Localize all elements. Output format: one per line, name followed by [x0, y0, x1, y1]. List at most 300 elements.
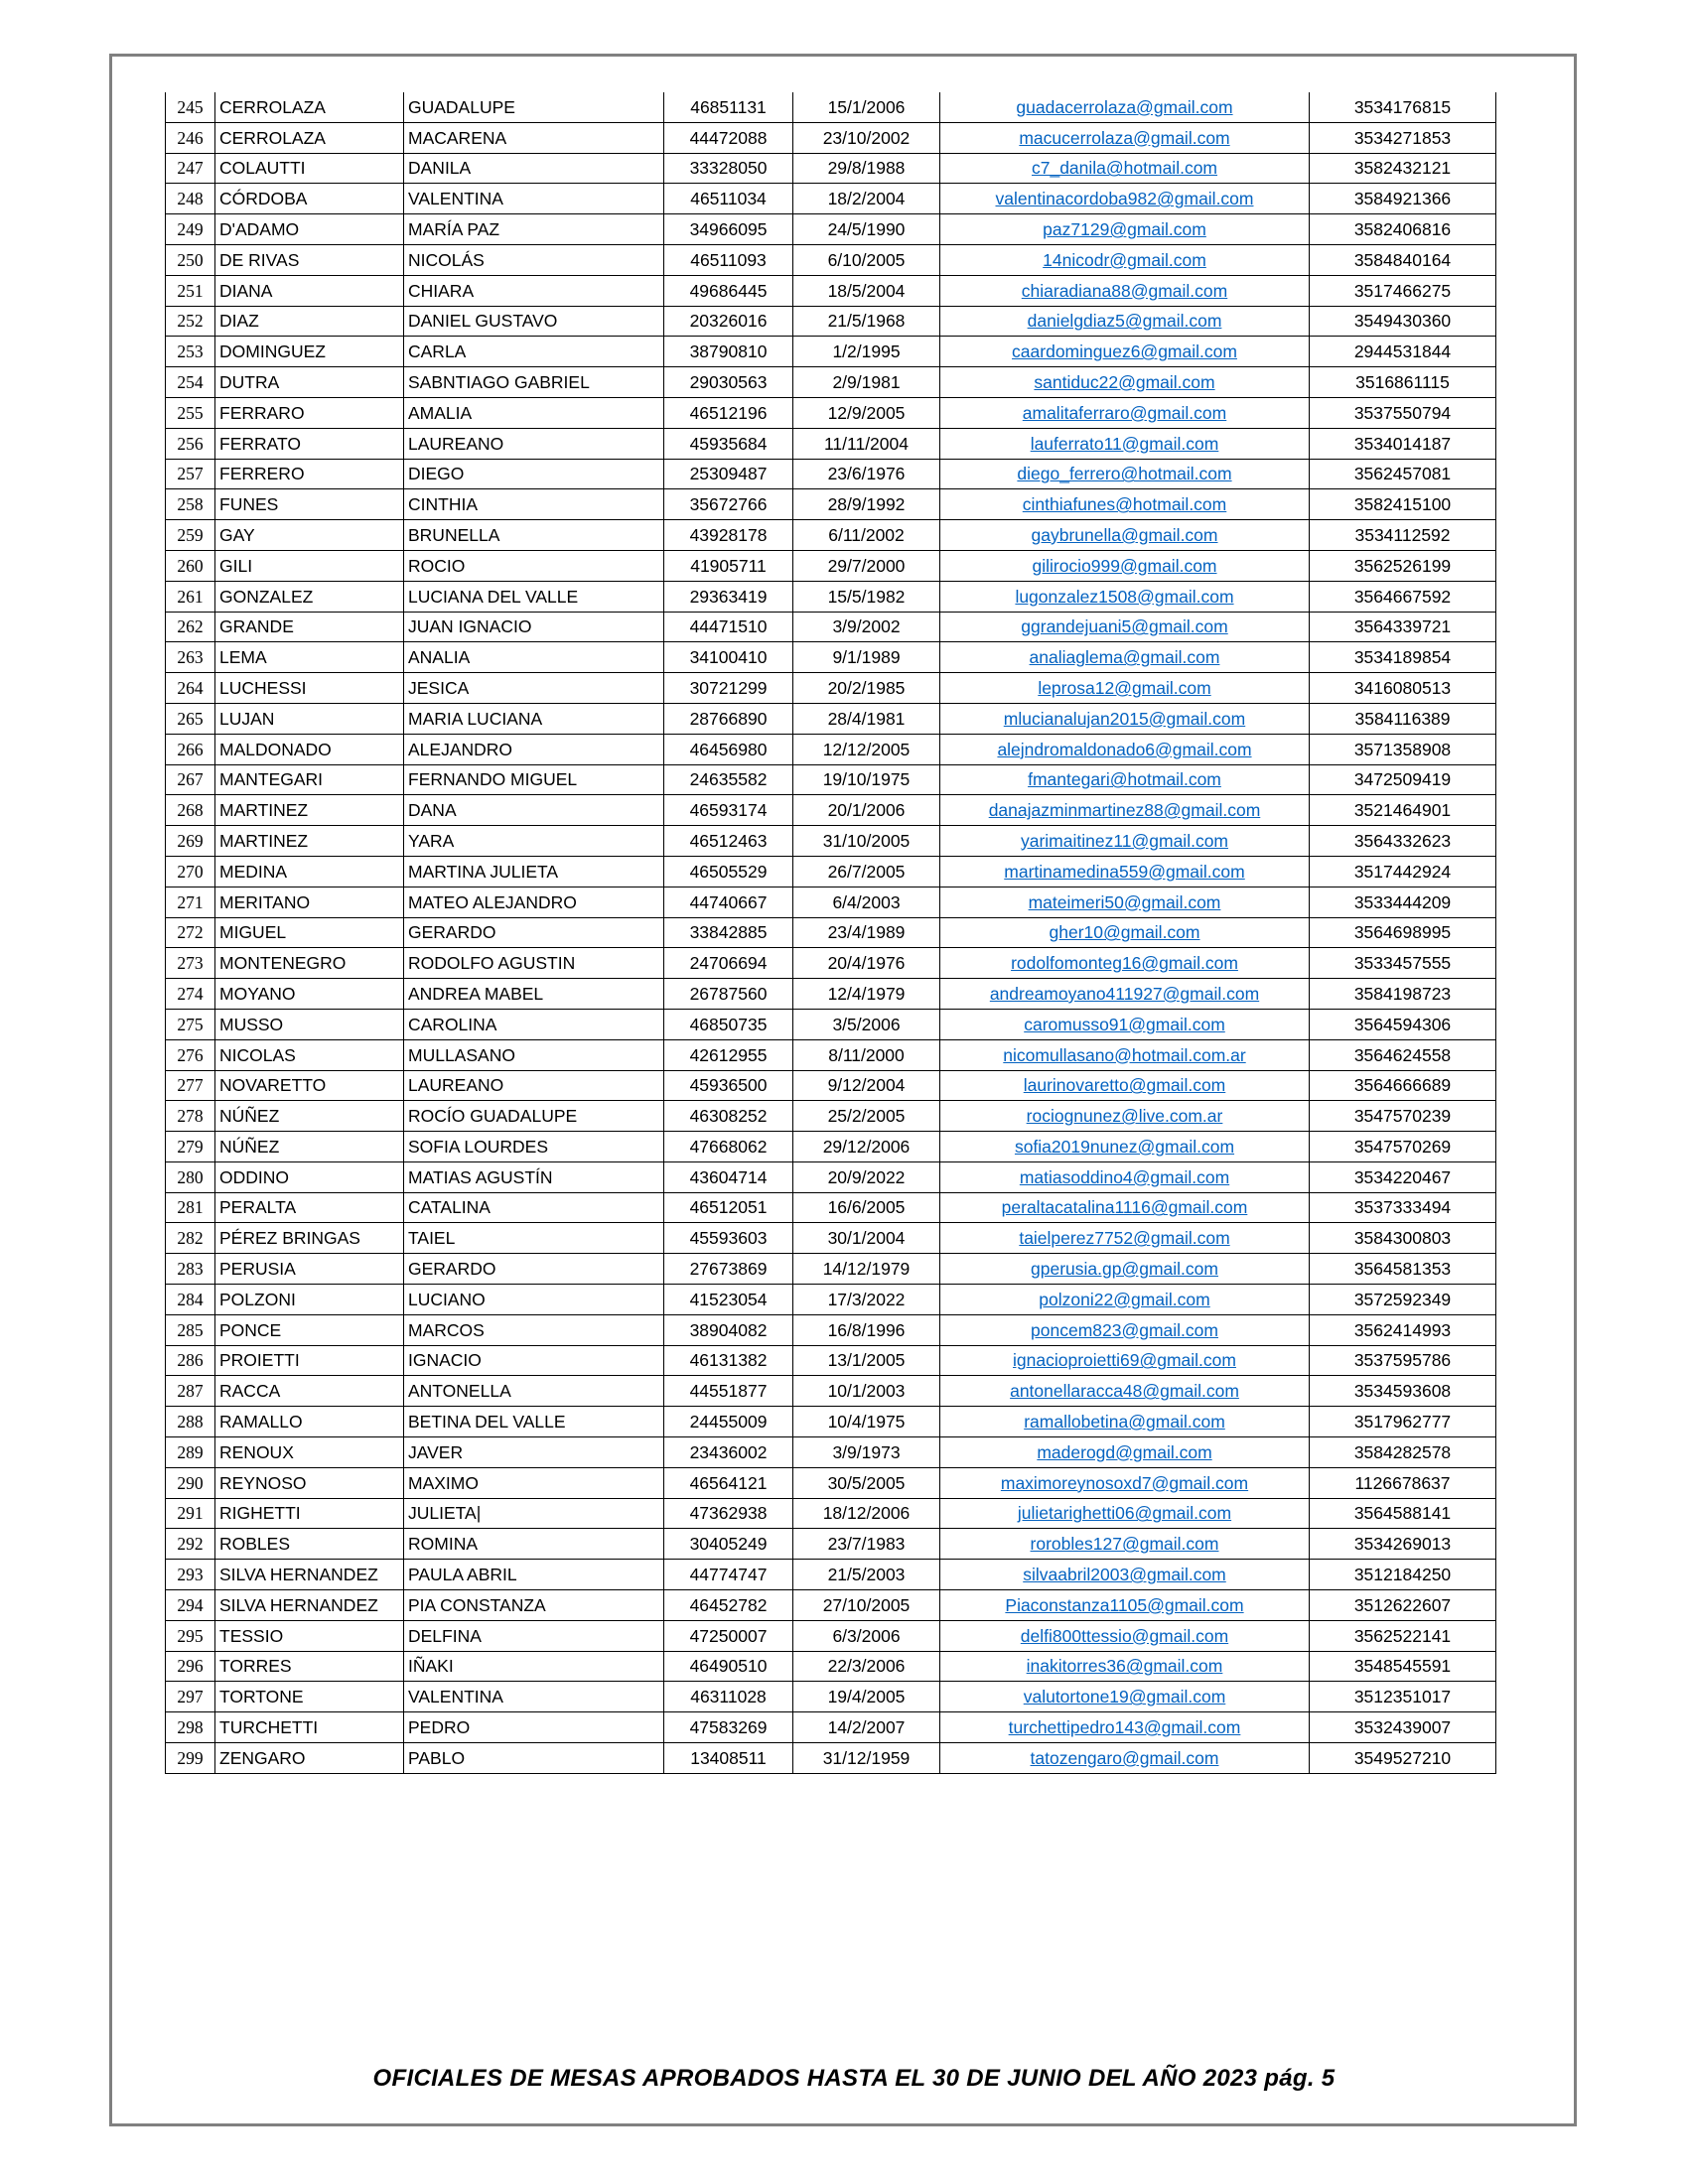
email-link[interactable]: valentinacordoba982@gmail.com	[995, 189, 1254, 209]
last-name-cell: POLZONI	[215, 1285, 404, 1315]
email-link[interactable]: antonellaracca48@gmail.com	[1010, 1381, 1239, 1402]
phone-cell: 3564588141	[1310, 1498, 1496, 1529]
table-row	[166, 459, 1496, 489]
table-row	[166, 1712, 1496, 1743]
email-link[interactable]: andreamoyano411927@gmail.com	[989, 983, 1260, 1004]
row-number: 284	[166, 1285, 215, 1315]
first-name-cell: MARCOS	[404, 1314, 664, 1345]
dni-cell: 47250007	[664, 1620, 793, 1651]
row-number: 271	[166, 887, 215, 917]
email-link[interactable]: yarimaitinez11@gmail.com	[1020, 830, 1229, 851]
email-link[interactable]: gher10@gmail.com	[1049, 922, 1200, 943]
phone-cell: 3584116389	[1310, 703, 1496, 734]
dni-cell: 46512463	[664, 826, 793, 857]
email-cell	[940, 948, 1310, 979]
email-link[interactable]: laurinovaretto@gmail.com	[1023, 1075, 1226, 1096]
email-cell	[940, 1467, 1310, 1498]
email-cell	[940, 1407, 1310, 1437]
table-row	[166, 489, 1496, 520]
first-name-cell: BRUNELLA	[404, 520, 664, 551]
phone-cell: 3532439007	[1310, 1712, 1496, 1743]
email-link[interactable]: chiaradiana88@gmail.com	[1021, 280, 1228, 301]
first-name-cell: RODOLFO AGUSTIN	[404, 948, 664, 979]
dni-cell: 46850735	[664, 1009, 793, 1039]
row-number: 292	[166, 1529, 215, 1560]
last-name-cell: LUCHESSI	[215, 673, 404, 704]
table-row	[166, 673, 1496, 704]
table-row	[166, 1192, 1496, 1223]
birth-date-cell: 23/7/1983	[793, 1529, 940, 1560]
email-link[interactable]: macucerrolaza@gmail.com	[1019, 127, 1230, 148]
row-number: 280	[166, 1161, 215, 1192]
dni-cell: 38790810	[664, 337, 793, 367]
table-row	[166, 1407, 1496, 1437]
email-cell	[940, 1161, 1310, 1192]
table-row	[166, 1314, 1496, 1345]
row-number: 291	[166, 1498, 215, 1529]
last-name-cell: DIAZ	[215, 306, 404, 337]
email-link[interactable]: 14nicodr@gmail.com	[1043, 249, 1206, 270]
phone-cell: 3534014187	[1310, 428, 1496, 459]
birth-date-cell: 6/10/2005	[793, 244, 940, 275]
phone-cell: 3472509419	[1310, 764, 1496, 795]
email-link[interactable]: lugonzalez1508@gmail.com	[1015, 586, 1234, 607]
dni-cell: 29363419	[664, 581, 793, 612]
email-link[interactable]: nicomullasano@hotmail.com.ar	[1003, 1044, 1246, 1065]
birth-date-cell: 16/8/1996	[793, 1314, 940, 1345]
row-number: 275	[166, 1009, 215, 1039]
dni-cell: 34966095	[664, 214, 793, 245]
first-name-cell: AMALIA	[404, 397, 664, 428]
birth-date-cell: 13/1/2005	[793, 1345, 940, 1376]
row-number: 288	[166, 1407, 215, 1437]
email-link[interactable]: matiasoddino4@gmail.com	[1019, 1166, 1230, 1187]
last-name-cell: MOYANO	[215, 979, 404, 1010]
email-cell	[940, 1039, 1310, 1070]
email-cell	[940, 1682, 1310, 1712]
first-name-cell: ANDREA MABEL	[404, 979, 664, 1010]
dni-cell: 13408511	[664, 1743, 793, 1774]
email-link[interactable]: delfi800ttessio@gmail.com	[1020, 1625, 1229, 1646]
email-cell	[940, 734, 1310, 764]
phone-cell: 3534593608	[1310, 1376, 1496, 1407]
row-number: 262	[166, 612, 215, 642]
row-number: 274	[166, 979, 215, 1010]
email-link[interactable]: c7_danila@hotmail.com	[1031, 158, 1218, 179]
email-link[interactable]: peraltacatalina1116@gmail.com	[1001, 1197, 1248, 1218]
email-link[interactable]: poncem823@gmail.com	[1031, 1319, 1218, 1340]
email-link[interactable]: danielgdiaz5@gmail.com	[1027, 311, 1222, 332]
table-row	[166, 1590, 1496, 1621]
last-name-cell: GRANDE	[215, 612, 404, 642]
email-link[interactable]: paz7129@gmail.com	[1043, 218, 1206, 239]
table-row	[166, 244, 1496, 275]
row-number: 263	[166, 642, 215, 673]
email-cell	[940, 642, 1310, 673]
email-link[interactable]: sofia2019nunez@gmail.com	[1014, 1136, 1235, 1157]
first-name-cell: NICOLÁS	[404, 244, 664, 275]
last-name-cell: DIANA	[215, 275, 404, 306]
dni-cell: 41523054	[664, 1285, 793, 1315]
birth-date-cell: 23/6/1976	[793, 459, 940, 489]
email-cell	[940, 306, 1310, 337]
dni-cell: 44472088	[664, 122, 793, 153]
first-name-cell: JAVER	[404, 1437, 664, 1468]
birth-date-cell: 6/3/2006	[793, 1620, 940, 1651]
birth-date-cell: 29/7/2000	[793, 550, 940, 581]
dni-cell: 46512051	[664, 1192, 793, 1223]
phone-cell: 3547570269	[1310, 1132, 1496, 1162]
row-number: 260	[166, 550, 215, 581]
email-cell	[940, 917, 1310, 948]
first-name-cell: FERNANDO MIGUEL	[404, 764, 664, 795]
table-row	[166, 122, 1496, 153]
email-cell	[940, 1314, 1310, 1345]
first-name-cell: LAUREANO	[404, 1070, 664, 1101]
email-link[interactable]: inakitorres36@gmail.com	[1026, 1656, 1223, 1677]
email-link[interactable]: guadacerrolaza@gmail.com	[1016, 96, 1233, 117]
dni-cell: 44774747	[664, 1560, 793, 1590]
last-name-cell: TORRES	[215, 1651, 404, 1682]
birth-date-cell: 25/2/2005	[793, 1101, 940, 1132]
last-name-cell: DE RIVAS	[215, 244, 404, 275]
last-name-cell: FERRERO	[215, 459, 404, 489]
row-number: 283	[166, 1254, 215, 1285]
dni-cell: 41905711	[664, 550, 793, 581]
dni-cell: 28766890	[664, 703, 793, 734]
table-row	[166, 1101, 1496, 1132]
row-number: 266	[166, 734, 215, 764]
table-row	[166, 1254, 1496, 1285]
dni-cell: 46131382	[664, 1345, 793, 1376]
birth-date-cell: 11/11/2004	[793, 428, 940, 459]
phone-cell: 3534271853	[1310, 122, 1496, 153]
dni-cell: 46452782	[664, 1590, 793, 1621]
page-footer	[0, 2065, 1688, 2093]
birth-date-cell: 23/10/2002	[793, 122, 940, 153]
email-link[interactable]: martinamedina559@gmail.com	[1004, 861, 1245, 882]
email-link[interactable]: gperusia.gp@gmail.com	[1031, 1259, 1218, 1280]
table-row	[166, 1345, 1496, 1376]
first-name-cell: CARLA	[404, 337, 664, 367]
dni-cell: 47583269	[664, 1712, 793, 1743]
first-name-cell: LAUREANO	[404, 428, 664, 459]
email-cell	[940, 1132, 1310, 1162]
phone-cell: 3564581353	[1310, 1254, 1496, 1285]
table-row	[166, 428, 1496, 459]
row-number: 295	[166, 1620, 215, 1651]
last-name-cell: MERITANO	[215, 887, 404, 917]
dni-cell: 33842885	[664, 917, 793, 948]
last-name-cell: ODDINO	[215, 1161, 404, 1192]
first-name-cell: ANTONELLA	[404, 1376, 664, 1407]
row-number: 267	[166, 764, 215, 795]
email-link[interactable]: rodolfomonteg16@gmail.com	[1011, 953, 1238, 974]
email-link[interactable]: diego_ferrero@hotmail.com	[1017, 464, 1232, 484]
last-name-cell: MUSSO	[215, 1009, 404, 1039]
first-name-cell: ANALIA	[404, 642, 664, 673]
email-link[interactable]: rociognunez@live.com.ar	[1026, 1106, 1223, 1127]
email-cell	[940, 979, 1310, 1010]
first-name-cell: CINTHIA	[404, 489, 664, 520]
last-name-cell: RENOUX	[215, 1437, 404, 1468]
birth-date-cell: 16/6/2005	[793, 1192, 940, 1223]
first-name-cell: MARÍA PAZ	[404, 214, 664, 245]
dni-cell: 38904082	[664, 1314, 793, 1345]
email-link[interactable]: valutortone19@gmail.com	[1023, 1687, 1226, 1707]
first-name-cell: DELFINA	[404, 1620, 664, 1651]
phone-cell: 3537333494	[1310, 1192, 1496, 1223]
table-row	[166, 92, 1496, 122]
last-name-cell: PÉREZ BRINGAS	[215, 1223, 404, 1254]
first-name-cell: PEDRO	[404, 1712, 664, 1743]
phone-cell: 3584282578	[1310, 1437, 1496, 1468]
table-row	[166, 642, 1496, 673]
table-row	[166, 1651, 1496, 1682]
birth-date-cell: 20/1/2006	[793, 795, 940, 826]
table-row	[166, 1009, 1496, 1039]
birth-date-cell: 18/12/2006	[793, 1498, 940, 1529]
birth-date-cell: 6/11/2002	[793, 520, 940, 551]
dni-cell: 46490510	[664, 1651, 793, 1682]
table-row	[166, 1437, 1496, 1468]
last-name-cell: DOMINGUEZ	[215, 337, 404, 367]
phone-cell: 3564666689	[1310, 1070, 1496, 1101]
last-name-cell: RACCA	[215, 1376, 404, 1407]
phone-cell: 3564339721	[1310, 612, 1496, 642]
table-row	[166, 184, 1496, 214]
first-name-cell: MARIA LUCIANA	[404, 703, 664, 734]
birth-date-cell: 8/11/2000	[793, 1039, 940, 1070]
email-link[interactable]: caromusso91@gmail.com	[1024, 1014, 1225, 1034]
dni-cell: 42612955	[664, 1039, 793, 1070]
email-cell	[940, 459, 1310, 489]
email-link[interactable]: turchettipedro143@gmail.com	[1008, 1717, 1241, 1738]
table-row	[166, 520, 1496, 551]
first-name-cell: JESICA	[404, 673, 664, 704]
last-name-cell: GAY	[215, 520, 404, 551]
email-link[interactable]: caardominguez6@gmail.com	[1012, 341, 1237, 362]
phone-cell: 3572592349	[1310, 1285, 1496, 1315]
phone-cell: 3537550794	[1310, 397, 1496, 428]
email-link[interactable]: santiduc22@gmail.com	[1034, 371, 1215, 392]
row-number: 272	[166, 917, 215, 948]
phone-cell: 3416080513	[1310, 673, 1496, 704]
email-link[interactable]: cinthiafunes@hotmail.com	[1022, 494, 1227, 515]
last-name-cell: PERALTA	[215, 1192, 404, 1223]
dni-cell: 46851131	[664, 92, 793, 122]
birth-date-cell: 21/5/1968	[793, 306, 940, 337]
last-name-cell: MEDINA	[215, 856, 404, 887]
email-link[interactable]: maximoreynosoxd7@gmail.com	[1000, 1472, 1249, 1493]
table-row	[166, 214, 1496, 245]
email-link[interactable]: silvaabril2003@gmail.com	[1023, 1565, 1226, 1585]
email-cell	[940, 703, 1310, 734]
table-row	[166, 1682, 1496, 1712]
birth-date-cell: 29/8/1988	[793, 153, 940, 184]
email-cell	[940, 244, 1310, 275]
table-row	[166, 1285, 1496, 1315]
birth-date-cell: 19/10/1975	[793, 764, 940, 795]
first-name-cell: PABLO	[404, 1743, 664, 1774]
table-row	[166, 887, 1496, 917]
email-link[interactable]: danajazminmartinez88@gmail.com	[988, 800, 1261, 821]
row-number: 256	[166, 428, 215, 459]
email-cell	[940, 1376, 1310, 1407]
email-link[interactable]: ignacioproietti69@gmail.com	[1013, 1350, 1236, 1371]
email-link[interactable]: ggrandejuani5@gmail.com	[1021, 616, 1228, 637]
phone-cell: 3582415100	[1310, 489, 1496, 520]
first-name-cell: MARTINA JULIETA	[404, 856, 664, 887]
last-name-cell: FERRARO	[215, 397, 404, 428]
email-cell	[940, 153, 1310, 184]
phone-cell: 3512351017	[1310, 1682, 1496, 1712]
row-number: 270	[166, 856, 215, 887]
first-name-cell: MATEO ALEJANDRO	[404, 887, 664, 917]
birth-date-cell: 15/5/1982	[793, 581, 940, 612]
email-link[interactable]: julietarighetti06@gmail.com	[1017, 1503, 1232, 1524]
row-number: 269	[166, 826, 215, 857]
last-name-cell: CERROLAZA	[215, 92, 404, 122]
first-name-cell: VALENTINA	[404, 184, 664, 214]
first-name-cell: JUAN IGNACIO	[404, 612, 664, 642]
last-name-cell: D'ADAMO	[215, 214, 404, 245]
phone-cell: 3549527210	[1310, 1743, 1496, 1774]
email-link[interactable]: polzoni22@gmail.com	[1039, 1289, 1210, 1309]
row-number: 298	[166, 1712, 215, 1743]
table-row	[166, 581, 1496, 612]
dni-cell: 34100410	[664, 642, 793, 673]
row-number: 268	[166, 795, 215, 826]
email-link[interactable]: mateimeri50@gmail.com	[1028, 891, 1221, 912]
phone-cell: 3521464901	[1310, 795, 1496, 826]
email-link[interactable]: Piaconstanza1105@gmail.com	[1005, 1594, 1244, 1615]
table-row	[166, 1132, 1496, 1162]
first-name-cell: MATIAS AGUSTÍN	[404, 1161, 664, 1192]
email-cell	[940, 428, 1310, 459]
row-number: 253	[166, 337, 215, 367]
first-name-cell: LUCIANA DEL VALLE	[404, 581, 664, 612]
dni-cell: 46511093	[664, 244, 793, 275]
last-name-cell: SILVA HERNANDEZ	[215, 1560, 404, 1590]
dni-cell: 44471510	[664, 612, 793, 642]
email-link[interactable]: fmantegari@hotmail.com	[1028, 769, 1221, 790]
email-cell	[940, 337, 1310, 367]
dni-cell: 44740667	[664, 887, 793, 917]
footer-text: OFICIALES DE MESAS APROBADOS HASTA EL 30 DE JUNIO DEL AÑO 2023 pág. 5	[372, 2065, 1336, 2092]
table-row	[166, 1161, 1496, 1192]
first-name-cell: BETINA DEL VALLE	[404, 1407, 664, 1437]
phone-cell: 3564624558	[1310, 1039, 1496, 1070]
email-link[interactable]: rorobles127@gmail.com	[1030, 1534, 1219, 1555]
email-link[interactable]: analiaglema@gmail.com	[1029, 647, 1220, 668]
birth-date-cell: 30/5/2005	[793, 1467, 940, 1498]
row-number: 251	[166, 275, 215, 306]
table-row	[166, 1070, 1496, 1101]
table-row	[166, 1467, 1496, 1498]
phone-cell: 2944531844	[1310, 337, 1496, 367]
dni-cell: 45935684	[664, 428, 793, 459]
row-number: 293	[166, 1560, 215, 1590]
email-link[interactable]: ramallobetina@gmail.com	[1024, 1412, 1225, 1433]
email-link[interactable]: amalitaferraro@gmail.com	[1022, 402, 1227, 423]
birth-date-cell: 6/4/2003	[793, 887, 940, 917]
email-link[interactable]: gilirocio999@gmail.com	[1032, 555, 1217, 576]
first-name-cell: DANA	[404, 795, 664, 826]
first-name-cell: MAXIMO	[404, 1467, 664, 1498]
table-row	[166, 153, 1496, 184]
email-link[interactable]: tatozengaro@gmail.com	[1030, 1747, 1219, 1768]
first-name-cell: CAROLINA	[404, 1009, 664, 1039]
table-row	[166, 306, 1496, 337]
dni-cell: 49686445	[664, 275, 793, 306]
dni-cell: 27673869	[664, 1254, 793, 1285]
row-number: 261	[166, 581, 215, 612]
dni-cell: 30721299	[664, 673, 793, 704]
phone-cell: 3564667592	[1310, 581, 1496, 612]
phone-cell: 3534112592	[1310, 520, 1496, 551]
email-link[interactable]: lauferrato11@gmail.com	[1030, 433, 1219, 454]
phone-cell: 3564594306	[1310, 1009, 1496, 1039]
birth-date-cell: 3/9/1973	[793, 1437, 940, 1468]
row-number: 290	[166, 1467, 215, 1498]
dni-cell: 24706694	[664, 948, 793, 979]
email-cell	[940, 1192, 1310, 1223]
table-row	[166, 703, 1496, 734]
first-name-cell: GUADALUPE	[404, 92, 664, 122]
table-row	[166, 337, 1496, 367]
phone-cell: 3547570239	[1310, 1101, 1496, 1132]
email-link[interactable]: gaybrunella@gmail.com	[1031, 524, 1218, 545]
email-link[interactable]: leprosa12@gmail.com	[1038, 677, 1211, 698]
email-link[interactable]: mlucianalujan2015@gmail.com	[1003, 708, 1246, 729]
email-cell	[940, 1101, 1310, 1132]
email-cell	[940, 1285, 1310, 1315]
last-name-cell: NOVARETTO	[215, 1070, 404, 1101]
row-number: 287	[166, 1376, 215, 1407]
email-cell	[940, 795, 1310, 826]
row-number: 265	[166, 703, 215, 734]
email-cell	[940, 826, 1310, 857]
dni-cell: 26787560	[664, 979, 793, 1010]
email-cell	[940, 856, 1310, 887]
first-name-cell: CHIARA	[404, 275, 664, 306]
email-cell	[940, 122, 1310, 153]
dni-cell: 46456980	[664, 734, 793, 764]
birth-date-cell: 14/2/2007	[793, 1712, 940, 1743]
email-cell	[940, 612, 1310, 642]
table-row	[166, 1743, 1496, 1774]
email-link[interactable]: taielperez7752@gmail.com	[1019, 1228, 1230, 1249]
phone-cell: 3533444209	[1310, 887, 1496, 917]
last-name-cell: MONTENEGRO	[215, 948, 404, 979]
last-name-cell: REYNOSO	[215, 1467, 404, 1498]
birth-date-cell: 12/12/2005	[793, 734, 940, 764]
dni-cell: 46505529	[664, 856, 793, 887]
last-name-cell: LEMA	[215, 642, 404, 673]
dni-cell: 44551877	[664, 1376, 793, 1407]
table-row	[166, 1039, 1496, 1070]
email-link[interactable]: maderogd@gmail.com	[1037, 1441, 1212, 1462]
birth-date-cell: 31/12/1959	[793, 1743, 940, 1774]
birth-date-cell: 12/4/1979	[793, 979, 940, 1010]
email-cell	[940, 1070, 1310, 1101]
birth-date-cell: 1/2/1995	[793, 337, 940, 367]
dni-cell: 24635582	[664, 764, 793, 795]
birth-date-cell: 10/4/1975	[793, 1407, 940, 1437]
phone-cell: 3534220467	[1310, 1161, 1496, 1192]
email-link[interactable]: alejndromaldonado6@gmail.com	[997, 739, 1252, 759]
